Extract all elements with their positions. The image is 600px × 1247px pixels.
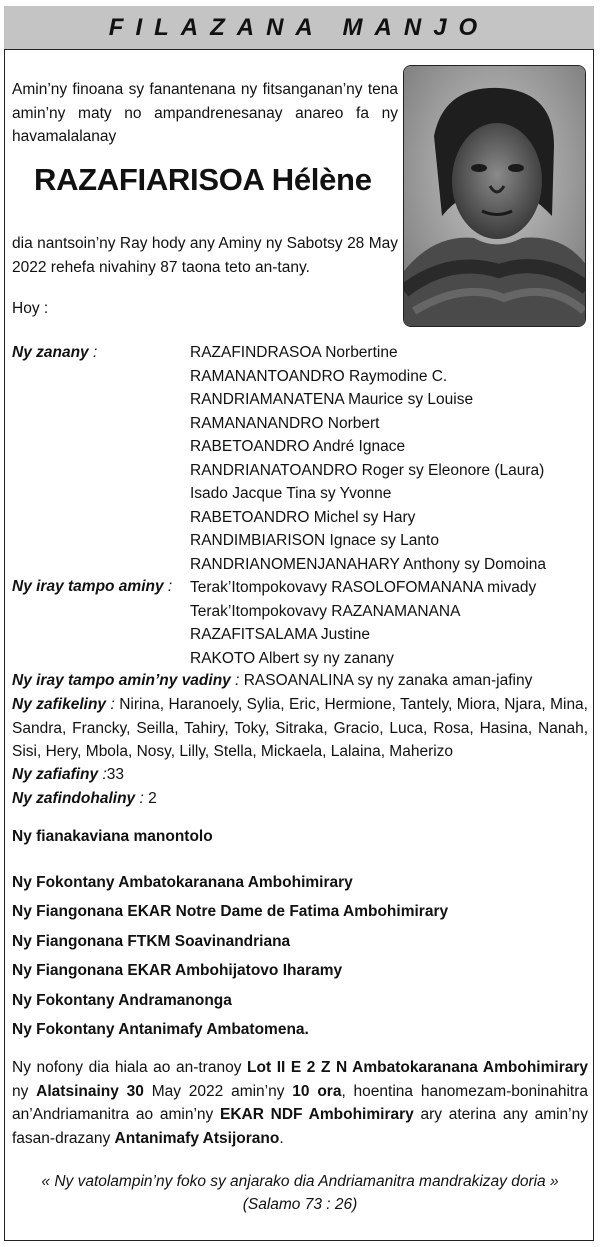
zafindohaliny-line: Ny zafindohaliny : 2: [12, 790, 157, 807]
list-item: RAZAFITSALAMA Justine: [190, 626, 371, 643]
intro-text: Amin’ny finoana sy fanantenana ny fitsanganan’ny tena amin’ny maty no ampandrenesanay anareo fa ny havamalalanay: [12, 81, 398, 145]
organization-line: Ny Fokontany Antanimafy Ambatomena.: [12, 1021, 309, 1038]
iray-tampo-vadiny-line: Ny iray tampo amin’ny vadiny : RASOANALINA sy ny zanaka aman-jafiny: [12, 672, 533, 689]
family-line: Ny fianakaviana manontolo: [12, 828, 213, 845]
zafikeliny-block: Ny zafikeliny : Nirina, Haranoely, Sylia, Eric, Hermione, Tantely, Miora, Njara, Mina, Sandra, Francky, Seilla, Tahiry, Toky, Sitraka, Gracio, Luca, Rosa, Hasina, Nanah, Sisi, Hery, Mbola, Nosy, Lilly, Stella, Mickaela, Lalaina, Maherizo: [12, 696, 588, 760]
quote-reference: (Salamo 73 : 26): [242, 1196, 358, 1213]
death-notice: dia nantsoin’ny Ray hody any Aminy ny Sabotsy 28 May 2022 rehefa nivahiny 87 taona teto an-tany.: [12, 235, 398, 276]
organization-line: Ny Fiangonana EKAR Ambohijatovo Iharamy: [12, 962, 343, 979]
list-item: RANDIMBIARISON Ignace sy Lanto: [190, 532, 439, 549]
list-item: RAZAFINDRASOA Norbertine: [190, 344, 398, 361]
iray-tampo-list: [190, 576, 536, 670]
header-banner: [4, 6, 594, 50]
list-item: RAMANANTOANDRO Raymodine C.: [190, 367, 448, 385]
list-item: RANDRIANATOANDRO Roger sy Eleonore (Laura): [190, 461, 545, 479]
list-item: RABETOANDRO Michel sy Hary: [190, 508, 416, 526]
organization-line: Ny Fiangonana EKAR Notre Dame de Fatima Ambohimirary: [12, 903, 449, 920]
funeral-paragraph: Ny nofony dia hiala ao an-tranoy Lot II E 2 Z N Ambatokaranana Ambohimirary ny Alatsinainy 30 May 2022 amin’ny 10 ora, hoentina hanomezam-boninahitra an’Andriamanitra ao amin’ny EKAR NDF Ambohimirary ary aterina any amin’ny fasan-drazany Antanimafy Atsijorano.: [12, 1059, 588, 1147]
zanany-label: Ny zanany :: [12, 344, 98, 361]
organization-line: Ny Fiangonana FTKM Soavinandriana: [12, 933, 291, 950]
iray-tampo-label: Ny iray tampo aminy :: [12, 578, 173, 595]
organization-line: Ny Fokontany Ambatokaranana Ambohimirary: [12, 874, 353, 891]
zafiafiny-line: Ny zafiafiny :33: [12, 766, 125, 783]
list-item: RABETOANDRO André Ignace: [190, 438, 406, 455]
bible-quote: « Ny vatolampin’ny foko sy anjarako dia Andriamanitra mandrakizay doria »: [41, 1173, 559, 1190]
list-item: RAMANANANDRO Norbert: [190, 414, 380, 432]
hoy-label: Hoy :: [12, 300, 49, 317]
portrait-photo-icon: [403, 65, 586, 327]
deceased-name: RAZAFIARISOA Hélène: [34, 162, 372, 197]
list-item: RAKOTO Albert sy ny zanany: [190, 649, 394, 667]
organization-line: Ny Fokontany Andramanonga: [12, 992, 232, 1009]
list-item: Terak’Itompokovavy RAZANAMANANA: [190, 602, 461, 620]
list-item: Terak’Itompokovavy RASOLOFOMANANA mivady: [190, 579, 537, 596]
zanany-list: [190, 341, 546, 576]
list-item: RANDRIAMANATENA Maurice sy Louise: [190, 391, 474, 408]
list-item: RANDRIANOMENJANAHARY Anthony sy Domoina: [190, 555, 547, 573]
list-item: Isado Jacque Tina sy Yvonne: [190, 485, 392, 502]
notice-title: FILAZANA MANJO: [108, 14, 490, 41]
